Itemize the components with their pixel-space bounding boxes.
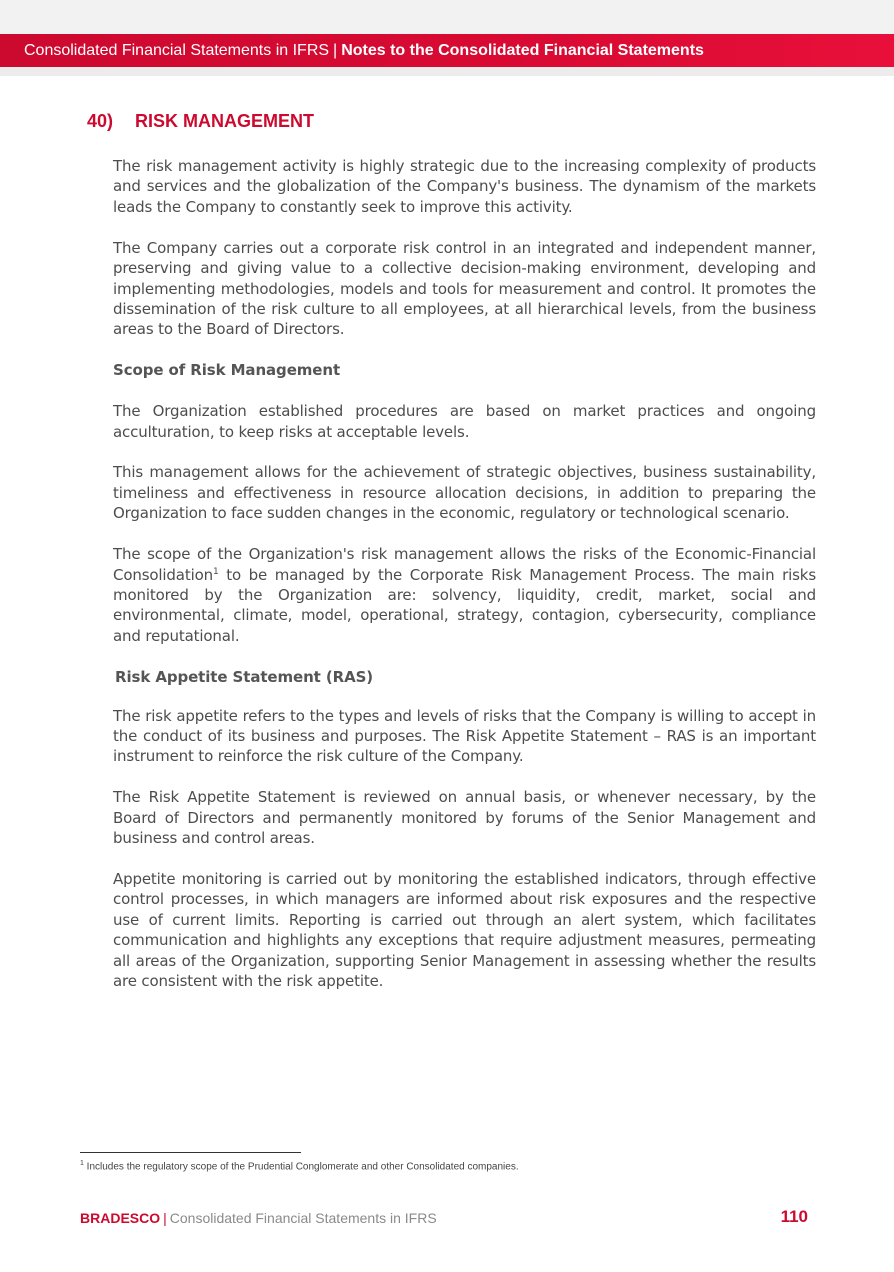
footnote-text: Includes the regulatory scope of the Prudential Conglomerate and other Consolidated companies. — [83, 1161, 519, 1173]
paragraph-corporate-control: The Company carries out a corporate risk control in an integrated and independent manner, preserving and giving value to a collective decision-making environment, developing and implementing methodologies, models and tools for measurement and control. It promotes the dissemination of the risk culture to all employees, at all hierarchical levels, from the business areas to the Board of Directors. — [113, 238, 816, 339]
paragraph-procedures: The Organization established procedures are based on market practices and ongoing acculturation, to keep risks at acceptable levels. — [113, 402, 816, 441]
page-header — [0, 34, 894, 67]
footnote-marker: 1 — [80, 1160, 84, 1167]
header-doc-title: Consolidated Financial Statements in IFRS — [24, 41, 330, 59]
note-body — [113, 156, 816, 1012]
subheading-ras: Risk Appetite Statement (RAS) — [115, 667, 374, 686]
header-separator: | — [333, 41, 338, 59]
page-number: 110 — [780, 1207, 808, 1226]
paragraph-intro: The risk management activity is highly strategic due to the increasing complexity of products and services and the globalization of the Company's business. The dynamism of the markets leads the Company to constantly seek to improve this activity. — [113, 157, 816, 216]
subheading-scope: Scope of Risk Management — [113, 361, 341, 380]
header-section-title: Notes to the Consolidated Financial Statements — [341, 41, 704, 59]
scope-text-end: to be managed by the Corporate Risk Management Process. The main risks monitored by the Organization are: solvency, liquidity, credit, market, social and environmental, climate, model, operational, strategy, contagion, cybersecurity, compliance and reputational. — [113, 565, 816, 645]
paragraph-scope-risks — [113, 544, 816, 646]
paragraph-ras-review: The Risk Appetite Statement is reviewed on annual basis, or whenever necessary, by the Board of Directors and permanently monitored by forums of the Senior Management and business and control areas. — [113, 788, 816, 848]
page-footer — [80, 1210, 437, 1226]
note-title: RISK MANAGEMENT — [135, 111, 314, 131]
scope-text-start: The scope of the Organization's risk management allows the risks of the Economic-Financial Consolidation — [113, 545, 816, 584]
paragraph-risk-appetite: The risk appetite refers to the types and levels of risks that the Company is willing to accept in the conduct of its business and purposes. The Risk Appetite Statement – RAS is an important instrument to reinforce the risk culture of the Company. — [113, 706, 816, 766]
footnote-reference: 1 — [212, 566, 219, 577]
footer-doc-title: Consolidated Financial Statements in IFRS — [169, 1210, 437, 1226]
footnote — [80, 1160, 519, 1172]
footer-brand: BRADESCO — [80, 1210, 161, 1226]
paragraph-objectives: This management allows for the achievement of strategic objectives, business sustainability, timeliness and effectiveness in resource allocation decisions, in addition to preparing the Organization to face sudden changes in the economic, regulatory or technological scenario. — [113, 463, 816, 523]
top-strip — [0, 0, 894, 34]
note-heading — [87, 111, 314, 132]
footer-separator: | — [163, 1210, 167, 1226]
footnote-divider — [80, 1152, 301, 1153]
paragraph-appetite-monitoring: Appetite monitoring is carried out by monitoring the established indicators, through effective control processes, in which managers are informed about risk exposures and the respective use of current limits. Reporting is carried out through an alert system, which facilitates communication and highlights any exceptions that require adjustment measures, permeating all areas of the Organization, supporting Senior Management in assessing whether the results are consistent with the risk appetite. — [113, 870, 816, 991]
note-number: 40) — [87, 111, 114, 131]
header-shadow-strip — [0, 67, 894, 76]
